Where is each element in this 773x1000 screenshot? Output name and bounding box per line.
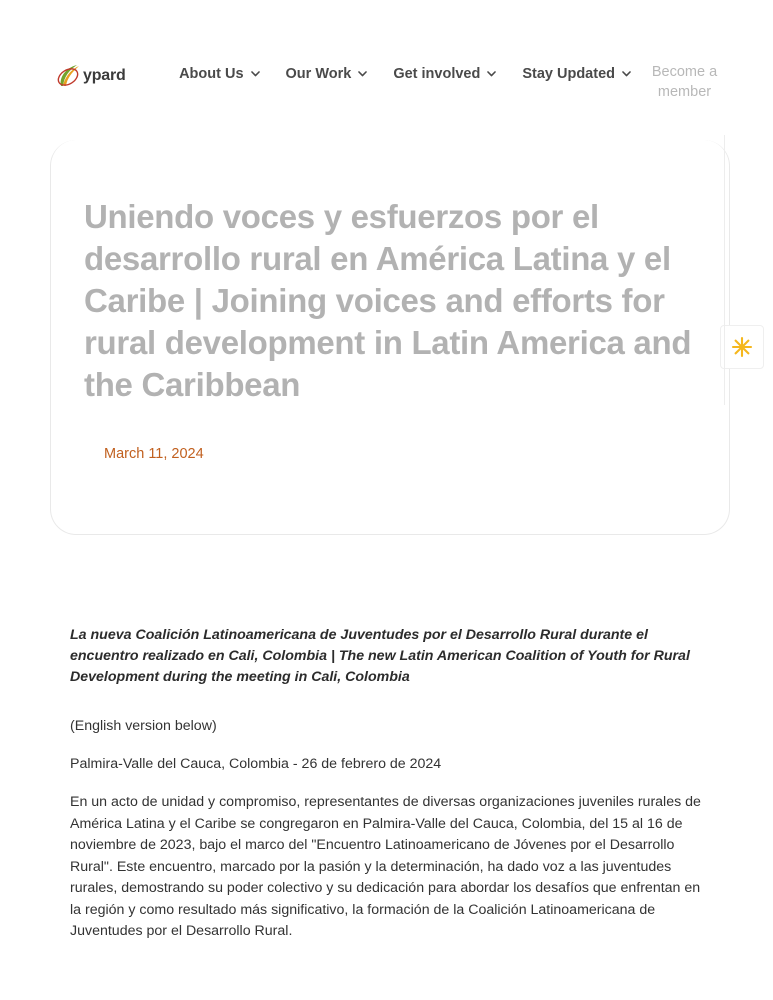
chevron-down-icon bbox=[358, 71, 367, 77]
nav-label: Our Work bbox=[285, 66, 352, 82]
nav-item-get-involved[interactable] bbox=[393, 66, 496, 82]
chevron-down-icon bbox=[487, 71, 496, 77]
nav-label: Stay Updated bbox=[522, 66, 616, 82]
chevron-down-icon bbox=[622, 71, 631, 77]
article-hero-card bbox=[50, 140, 730, 535]
become-a-member-button[interactable]: Become a member bbox=[651, 64, 718, 100]
publish-date: March 11, 2024 bbox=[104, 446, 204, 462]
article-paragraph: En un acto de unidad y compromiso, representantes de diversas organizaciones juveniles rurales de América Latina y el Caribe se congregaron en Palmira-Valle del Cauca, Colombia, del 15 al 16 de noviembre de 2023, bajo el marco del "Encuentro Latinoamericano de Jóvenes por el Desarrollo Rural". Este encuentro, marcado por la pasión y la determinación, ha dado voz a las juventudes rurales, demostrando su poder colectivo y su dedicación para abordar los desafíos que enfrentan en la región y como resultado más significativo, la formación de la Coalición Latinoamericana de Juventudes por el Desarrollo Rural. bbox=[70, 794, 701, 939]
site-header bbox=[0, 0, 773, 135]
article-body bbox=[0, 625, 773, 1000]
chevron-down-icon bbox=[251, 71, 260, 77]
page-title: Uniendo voces y esfuerzos por el desarrollo rural en América Latina y el Caribe | Joining voices and efforts for rural development in Latin America and the Caribbean bbox=[84, 198, 692, 403]
site-logo[interactable] bbox=[57, 62, 155, 90]
article-lede: La nueva Coalición Latinoamericana de Juventudes por el Desarrollo Rural durante el encuentro realizado en Cali, Colombia | The new Latin American Coalition of Youth for Rural Development during the meeting in Cali, Colombia bbox=[70, 627, 690, 685]
nav-item-our-work[interactable] bbox=[286, 66, 368, 82]
main-navigation bbox=[179, 62, 631, 82]
nav-label: Get involved bbox=[393, 66, 481, 82]
page-edge-divider bbox=[724, 135, 725, 405]
article-paragraph: Palmira-Valle del Cauca, Colombia - 26 de febrero de 2024 bbox=[70, 756, 442, 772]
flower-asterisk-icon bbox=[731, 336, 753, 358]
nav-item-about-us[interactable] bbox=[179, 66, 259, 82]
nav-label: About Us bbox=[179, 66, 244, 82]
nav-item-stay-updated[interactable] bbox=[522, 66, 631, 82]
article-paragraph: (English version below) bbox=[70, 718, 217, 734]
ypard-leaf-logo-icon bbox=[57, 62, 83, 90]
flower-asterisk-icon-button[interactable] bbox=[720, 325, 764, 369]
logo-text: ypard bbox=[83, 67, 126, 84]
